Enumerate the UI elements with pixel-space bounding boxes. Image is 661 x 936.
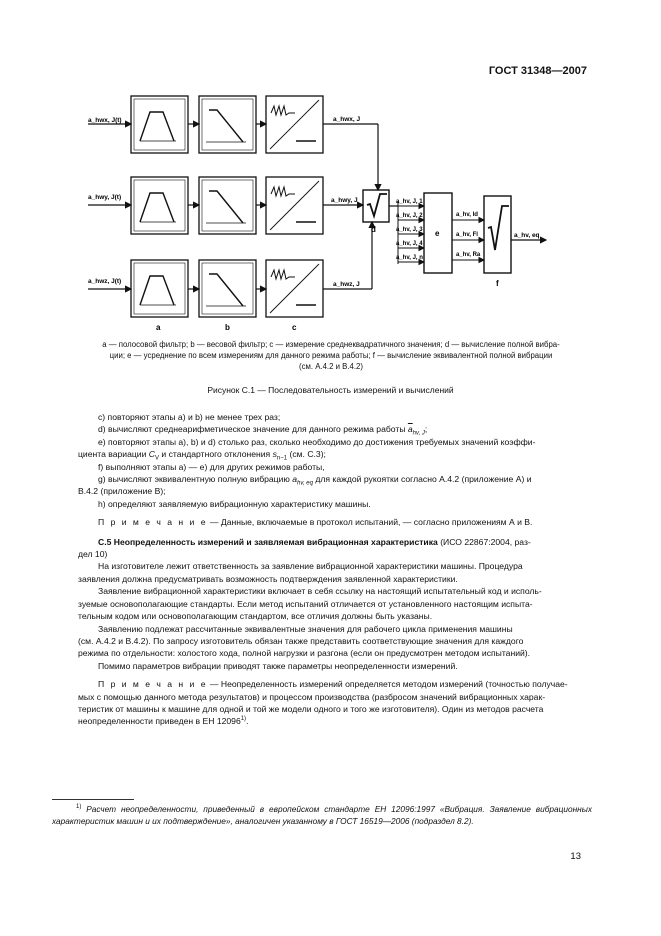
result-label: a_hv, eq	[514, 232, 540, 239]
section-heading: С.5 Неопределенность измерений и заявляемая вибрационная характеристика (ИСО 22867:2004, раз-	[98, 536, 531, 547]
list-item-g: g) вычисляют эквивалентную полную вибрацию $a_{hv, eq}$ для каждой рукоятки согласно А.4.2 (приложение А) и	[98, 474, 532, 487]
mode-outputs	[452, 212, 484, 260]
paragraph-line: (см. А.4.2 и В.4.2). По запросу изготовитель обязан также представить соответствующие значения для каждого	[78, 635, 524, 646]
page-number: 13	[570, 851, 581, 862]
averaging-block	[424, 193, 452, 273]
average-label: e	[435, 229, 440, 238]
bandpass-filter-block	[131, 96, 188, 153]
row-input-label: a_hwy, J(t)	[88, 194, 122, 201]
legend-line: a — полосовой фильтр; b — весовой фильтр; c — измерение среднеквадратичного значения; d — вычисление полной вибра-	[102, 340, 560, 349]
note-2: П р и м е ч а н и е — Неопределенность измерений определяется методом измерений (точностью получае-	[98, 679, 568, 690]
stage-label-b: b	[225, 323, 230, 332]
rms-output-label: a_hwz, J	[333, 281, 360, 288]
note-1: П р и м е ч а н и е — Данные, включаемые в протокол испытаний, — согласно приложениям А и В.	[98, 517, 533, 528]
paragraph-line: На изготовителе лежит ответственность за заявление вибрационной характеристики машины. Процедура	[98, 561, 523, 572]
note-2-line: неопределенности приведен в ЕН 12096$^{1)}$.	[78, 716, 249, 727]
list-item-e: e) повторяют этапы а), b) и d) столько раз, сколько необходимо до достижения требуемых значений коэффи-	[98, 436, 536, 447]
footnote-divider	[52, 799, 134, 800]
note-2-line: теристик от машины к машине для одной и той же модели одного и того же изготовителя). Один из методов расчета	[78, 703, 544, 714]
footnote: $^{1)}$ Расчет неопределенности, приведенный в европейском стандарте ЕН 12096:1997 «Вибрация. Заявление вибрационных характеристик машин и их подтверждение», аналогичен указанному в ГОСТ 16519—2006 (подраздел 8.2).	[52, 804, 592, 826]
weighting-filter-block	[199, 177, 256, 234]
rms-output-label: a_hwy, J	[331, 197, 358, 204]
list-item-c: c) повторяют этапы а) и b) не менее трех раз;	[98, 412, 281, 422]
total-vibration-block	[363, 190, 398, 264]
paragraph-line: заявления должна предусматривать возможность подтверждения заявленной характеристики.	[78, 573, 458, 584]
legend-line: ции; e — усреднение по всем измерениям для данного режима работы; f — вычисление эквивалентной полной вибрации	[109, 351, 553, 360]
repeat-label: a_hv, J, 2	[396, 213, 423, 219]
repeat-label: a_hv, J, n	[396, 255, 423, 261]
sqrt-label: d	[371, 225, 376, 234]
weighting-filter-block	[199, 96, 256, 153]
rms-output-label: a_hwx, J	[333, 116, 361, 123]
repeat-label: a_hv, J, 4	[396, 241, 423, 247]
note-2-line: мых с помощью данного метода результатов) и процессом производства (разбросом значений вибрационных харак-	[78, 691, 546, 702]
mode-label: a_hv, Fl	[456, 232, 478, 238]
weighting-filter-block	[199, 260, 256, 317]
equivalent-vibration-block	[484, 196, 546, 288]
figure-legend	[52, 339, 610, 372]
legend-line: (см. А.4.2 и В.4.2)	[299, 362, 363, 371]
list-item-g-cont: В.4.2 (приложение В);	[78, 486, 166, 497]
stage-label-a: a	[156, 323, 161, 332]
paragraph-line: зуемые основополагающие стандарты. Если метод испытаний отличается от установленного настоящим испыта-	[78, 598, 533, 609]
stage-label-c: c	[292, 323, 297, 332]
document-body	[78, 411, 598, 728]
mode-label: a_hv, Ra	[456, 252, 481, 258]
list-item-f: f) выполняют этапы а) — е) для других режимов работы,	[98, 461, 325, 472]
row-input-label: a_hwx, J(t)	[88, 117, 122, 124]
paragraph-line: тельным кодом или основополагающим стандартом, все отличия должны быть указаны.	[78, 611, 433, 622]
row-input-label: a_hwz, J(t)	[88, 278, 122, 285]
measurement-flow-diagram	[0, 90, 661, 335]
row-1	[88, 96, 378, 190]
row-3	[88, 222, 372, 317]
section-heading-cont: дел 10)	[78, 549, 108, 560]
bandpass-filter-block	[131, 260, 188, 317]
row-2	[88, 177, 363, 234]
paragraph-line: Заявление вибрационной характеристики включает в себя ссылку на настоящий испытательный код и исполь-	[98, 586, 542, 597]
figure-caption: Рисунок С.1 — Последовательность измерений и вычислений	[207, 385, 454, 395]
paragraph-line: Помимо параметров вибрации приводят также параметры неопределенности измерений.	[98, 660, 458, 671]
repeat-outputs	[396, 199, 424, 262]
mode-label: a_hv, Id	[456, 212, 478, 218]
paragraph-line: Заявлению подлежат рассчитанные эквивалентные значения для рабочего цикла применения машины	[98, 623, 513, 634]
list-item-d: d) вычисляют среднеарифметическое значение для данного режима работы $\overline{a}_{hv, J}$;	[98, 424, 428, 438]
final-label: f	[496, 279, 499, 288]
document-header: ГОСТ 31348—2007	[488, 65, 587, 77]
repeat-label: a_hv, J, 1	[396, 199, 423, 205]
bandpass-filter-block	[131, 177, 188, 234]
repeat-label: a_hv, J, 3	[396, 227, 423, 233]
paragraph-line: режима по отдельности: холостого хода, полной нагрузки и разгона (если он предусмотрен методом испытаний).	[78, 648, 531, 659]
list-item-e-cont: циента вариации $C_V$ и стандартного отклонения $s_{n-1}$ (см. С.3);	[78, 449, 326, 462]
list-item-h: h) определяют заявляемую вибрационную характеристику машины.	[98, 498, 371, 509]
